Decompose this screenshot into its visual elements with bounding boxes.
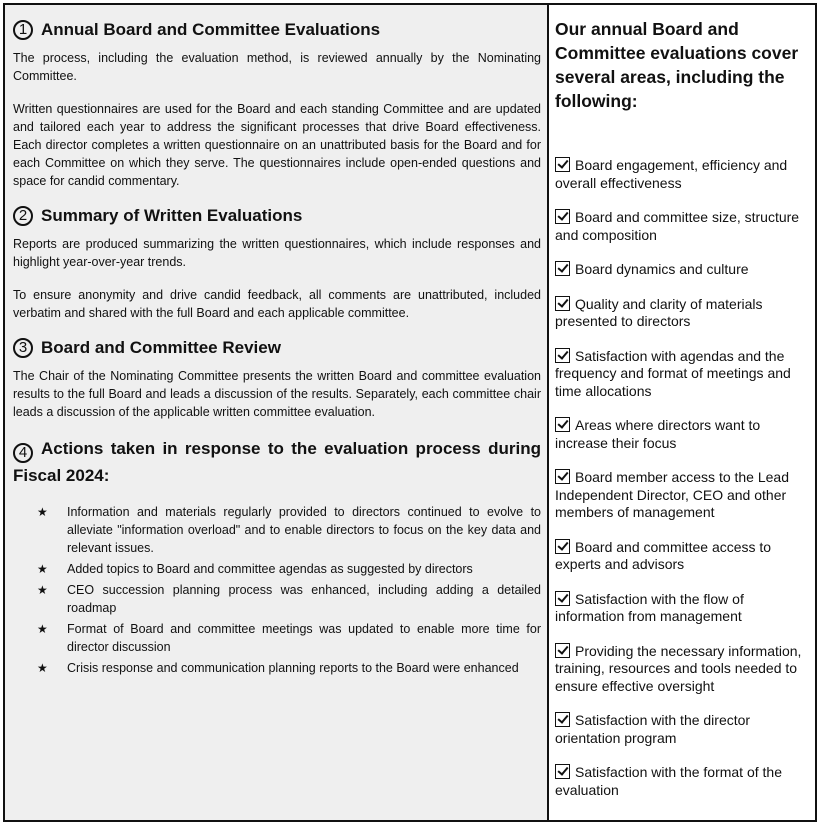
list-item xyxy=(555,417,809,452)
area-text: Board engagement, efficiency and overall effectiveness xyxy=(555,157,788,191)
area-text: Board dynamics and culture xyxy=(575,261,749,277)
list-item xyxy=(555,348,809,401)
checkbox-checked-icon xyxy=(555,539,570,554)
section-heading xyxy=(13,19,541,41)
section-written-evaluations xyxy=(13,205,541,322)
list-item xyxy=(37,620,541,656)
star-icon: ★ xyxy=(37,661,48,675)
step-number-badge: 4 xyxy=(13,443,33,463)
section-paragraph: To ensure anonymity and drive candid feedback, all comments are unattributed, included verbatim and shared with the full Board and each applicable committee. xyxy=(13,288,541,320)
section-heading xyxy=(13,337,541,359)
section-heading xyxy=(13,436,541,489)
list-item xyxy=(37,659,541,677)
checkbox-checked-icon xyxy=(555,209,570,224)
list-item xyxy=(555,157,809,192)
checkbox-checked-icon xyxy=(555,469,570,484)
area-text: Board member access to the Lead Independent Director, CEO and other members of management xyxy=(555,469,790,520)
area-text: Satisfaction with the format of the evaluation xyxy=(555,764,782,798)
action-text: Added topics to Board and committee agendas as suggested by directors xyxy=(67,562,473,576)
action-text: Format of Board and committee meetings was updated to enable more time for director discussion xyxy=(67,622,541,654)
checkbox-checked-icon xyxy=(555,296,570,311)
list-item xyxy=(555,643,809,696)
area-text: Satisfaction with the flow of information from management xyxy=(555,590,744,624)
section-committee-review xyxy=(13,337,541,421)
section-title: Annual Board and Committee Evaluations xyxy=(41,20,381,39)
section-title: Summary of Written Evaluations xyxy=(41,206,303,225)
evaluation-areas-column xyxy=(549,5,815,820)
list-item xyxy=(555,591,809,626)
step-number-badge: 2 xyxy=(13,206,33,226)
list-item xyxy=(37,560,541,578)
action-text: Information and materials regularly provided to directors continued to evolve to alleviate "information overload" and to enable directors to focus on the key data and relevant issues. xyxy=(67,505,541,555)
area-text: Areas where directors want to increase their focus xyxy=(555,417,761,451)
area-text: Board and committee access to experts and advisors xyxy=(555,538,772,572)
process-column xyxy=(5,5,549,820)
checkbox-checked-icon xyxy=(555,261,570,276)
action-text: CEO succession planning process was enhanced, including adding a detailed roadmap xyxy=(67,583,541,615)
list-item xyxy=(555,712,809,747)
area-text: Board and committee size, structure and composition xyxy=(555,209,800,243)
checkbox-checked-icon xyxy=(555,417,570,432)
area-text: Satisfaction with the director orientation program xyxy=(555,712,751,746)
areas-title: Our annual Board and Committee evaluations cover several areas, including the following: xyxy=(555,19,799,111)
action-text: Crisis response and communication planning reports to the Board were enhanced xyxy=(67,661,519,675)
checkbox-checked-icon xyxy=(555,712,570,727)
section-paragraph: Reports are produced summarizing the written questionnaires, which include responses and highlight year-over-year trends. xyxy=(13,237,541,269)
evaluation-panel xyxy=(3,3,817,822)
section-paragraph: Written questionnaires are used for the Board and each standing Committee and are updated and tailored each year to address the significant processes that drive Board effectiveness. Each director completes a written questionnaire on an unattributed basis for the Board and for each Committee on which they serve. The questionnaires include open-ended questions and space for candid commentary. xyxy=(13,102,541,188)
section-title: Board and Committee Review xyxy=(41,338,281,357)
step-number-badge: 3 xyxy=(13,338,33,358)
section-title: Actions taken in response to the evaluation process during Fiscal 2024: xyxy=(13,439,541,485)
star-icon: ★ xyxy=(37,583,48,597)
section-heading xyxy=(13,205,541,227)
area-text: Quality and clarity of materials presented to directors xyxy=(555,295,763,329)
list-item xyxy=(555,764,809,799)
list-item xyxy=(555,296,809,331)
star-icon: ★ xyxy=(37,622,48,636)
checkbox-checked-icon xyxy=(555,764,570,779)
list-item xyxy=(37,581,541,617)
step-number-badge: 1 xyxy=(13,20,33,40)
star-icon: ★ xyxy=(37,562,48,576)
list-item xyxy=(37,503,541,557)
section-actions-taken xyxy=(13,436,541,677)
section-paragraph: The Chair of the Nominating Committee presents the written Board and committee evaluation results to the full Board and leads a discussion of the results. Separately, each committee chair leads a discussion of the applicable written committee evaluation. xyxy=(13,369,541,419)
checkbox-checked-icon xyxy=(555,157,570,172)
checkbox-checked-icon xyxy=(555,348,570,363)
star-icon: ★ xyxy=(37,505,48,519)
checkbox-checked-icon xyxy=(555,643,570,658)
area-text: Providing the necessary information, training, resources and tools needed to ensure effective oversight xyxy=(555,642,802,694)
actions-list xyxy=(13,503,541,677)
list-item xyxy=(555,469,809,522)
list-item xyxy=(555,209,809,244)
checkbox-checked-icon xyxy=(555,591,570,606)
section-annual-evaluations xyxy=(13,19,541,190)
list-item xyxy=(555,539,809,574)
list-item xyxy=(555,261,809,279)
section-paragraph: The process, including the evaluation method, is reviewed annually by the Nominating Committee. xyxy=(13,51,541,83)
area-text: Satisfaction with agendas and the frequency and format of meetings and time allocations xyxy=(555,347,791,399)
